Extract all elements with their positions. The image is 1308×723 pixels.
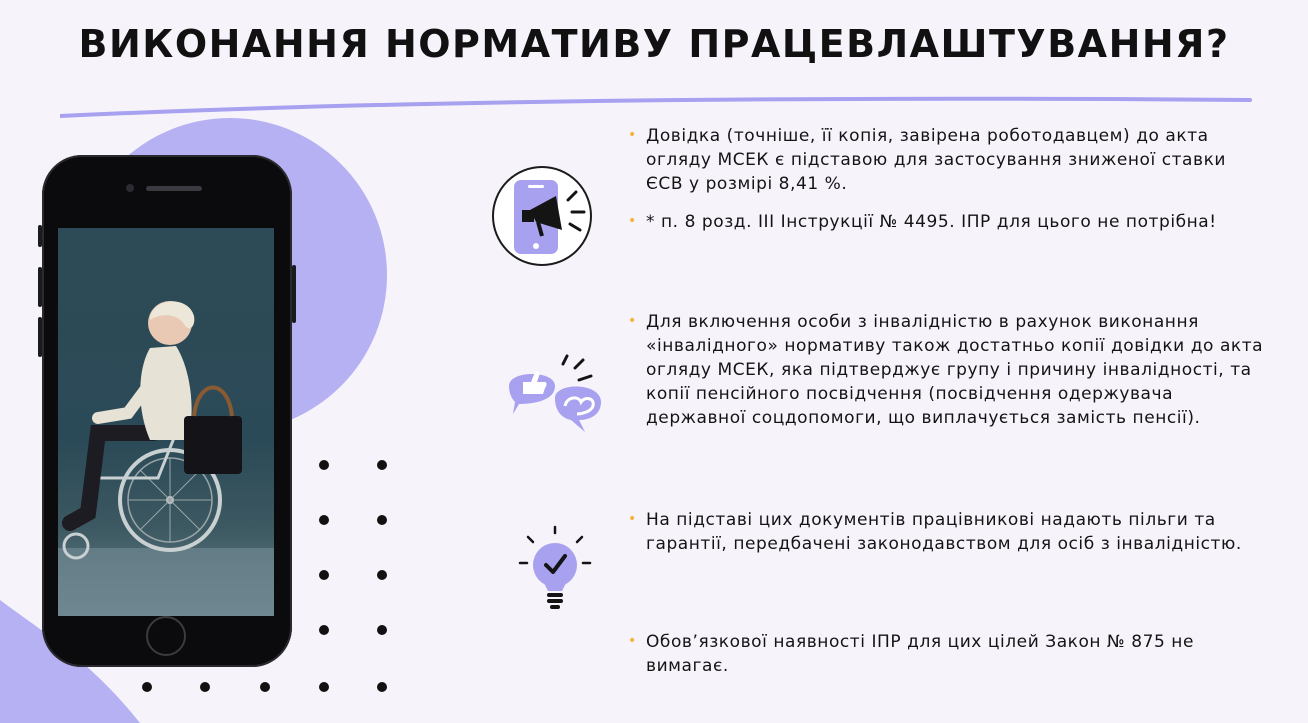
list-item [628,508,1268,556]
camera-icon [126,184,134,192]
list-item [628,210,1268,234]
lightbulb-check-icon [518,525,592,619]
bullet-marker: • [628,127,637,143]
bullet-text: * п. 8 розд. ІІІ Інструкції № 4495. ІПР для цього не потрібна! [646,212,1217,232]
bullet-marker: • [628,213,637,229]
list-item [628,124,1268,196]
bullet-marker: • [628,313,637,329]
list-item [628,310,1268,430]
page-title: ВИКОНАННЯ НОРМАТИВУ ПРАЦЕВЛАШТУВАННЯ? [78,22,1230,66]
speaker-grille [146,186,202,191]
bullet-text: Довідка (точніше, її копія, завірена роботодавцем) до акта огляду МСЕК є підставою для застосування зниженої ставки ЄСВ у розмірі 8,41 %. [646,126,1227,194]
bullet-marker: • [628,633,637,649]
like-chat-icon [505,352,609,440]
list-item [628,630,1268,678]
phone-megaphone-icon [492,160,596,278]
bullet-text: Для включення особи з інвалідністю в рахунок виконання «інвалідного» нормативу також достатньо копії довідки до акта огляду МСЕК, яка підтверджує групу і причину інвалідності, та копії пенсійного посвідчення (посвідчення одержувача державної соцдопомоги, що виплачується замість пенсії). [646,312,1264,428]
decorative-dots [130,450,400,700]
bullet-text: На підставі цих документів працівникові надають пільги та гарантії, передбачені законодавством для осіб з інвалідністю. [646,510,1242,554]
bullet-text: Обов’язкової наявності ІПР для цих цілей Закон № 875 не вимагає. [646,632,1194,676]
bullet-marker: • [628,511,637,527]
